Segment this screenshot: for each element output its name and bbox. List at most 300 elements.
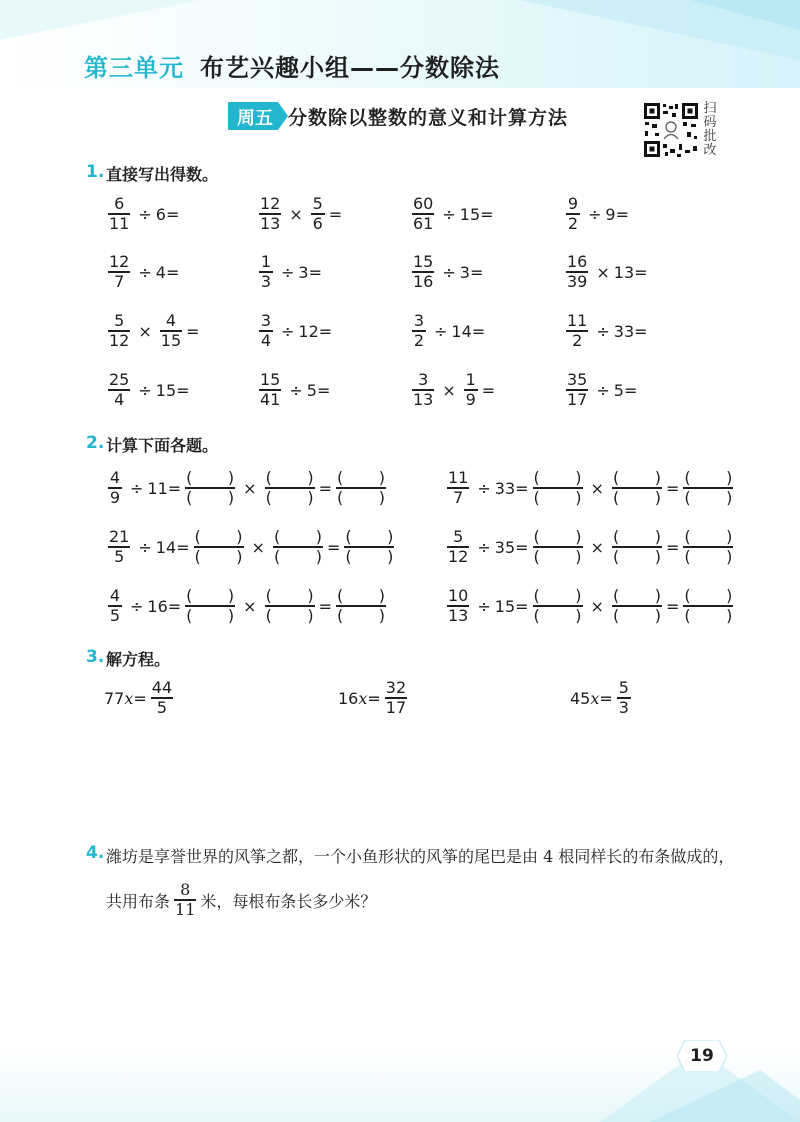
q2-fraction-numerator: 10 xyxy=(448,586,469,606)
q2-problem xyxy=(443,466,737,510)
q2-times: × xyxy=(243,596,257,616)
q2-answer-blank[interactable] xyxy=(336,469,386,506)
q2-answer-blank-open-top: ( xyxy=(533,527,540,547)
q1-fraction-a-numerator: 11 xyxy=(567,311,588,331)
q2-answer-blank-bottom xyxy=(337,489,385,507)
q1-prompt: 直接写出得数。 xyxy=(106,165,219,184)
q1-integer: 15 xyxy=(155,380,177,400)
q2-equals-2: = xyxy=(318,596,332,616)
q4-fraction-denominator: 11 xyxy=(175,899,196,919)
q2-answer-blank[interactable] xyxy=(683,587,733,624)
q1-operator: ÷ xyxy=(138,262,152,282)
q1-integer: 5 xyxy=(306,380,317,400)
q2-answer-blank-close-top: ) xyxy=(227,586,235,606)
q1-integer: 12 xyxy=(298,321,319,341)
q1-number: 1. xyxy=(86,162,105,182)
q1-fraction-a xyxy=(412,195,434,232)
q3-equals: = xyxy=(133,688,147,708)
q2-answer-blank-close-top: ) xyxy=(654,468,661,488)
q2-fraction-denominator: 5 xyxy=(109,605,121,625)
q2-answer-blank-top xyxy=(534,528,582,546)
q2-answer-blank-bottom xyxy=(684,548,732,566)
q1-fraction-b xyxy=(311,195,325,232)
q1-fraction-a xyxy=(412,312,426,349)
q2-answer-blank-open-bottom: ( xyxy=(612,487,620,507)
q2-answer-blank-open-top: ( xyxy=(612,527,620,547)
q2-answer-blank-open-top: ( xyxy=(684,468,691,488)
q1-fraction-b xyxy=(160,312,182,349)
q4-fraction-numerator: 8 xyxy=(180,880,191,900)
q1-fraction-a-denominator: 13 xyxy=(413,389,434,409)
q1-equals: = xyxy=(165,204,180,224)
q2-answer-blank-close-top: ) xyxy=(726,527,733,547)
q3-rhs-fraction-denominator: 17 xyxy=(385,697,407,717)
q2-fraction xyxy=(108,528,130,565)
q2-answer-blank[interactable] xyxy=(273,528,323,565)
q2-fraction-numerator: 5 xyxy=(453,527,464,547)
q2-answer-blank-open-bottom: ( xyxy=(684,546,691,566)
q1-fraction-a xyxy=(566,371,588,408)
q1-fraction-a-numerator: 15 xyxy=(413,252,434,272)
q2-answer-blank-top xyxy=(337,469,385,487)
qr-code-icon[interactable] xyxy=(643,102,699,158)
q2-operator: ÷ xyxy=(477,596,491,616)
q2-answer-blank-close-bottom: ) xyxy=(726,546,733,566)
q2-answer-blank[interactable] xyxy=(612,469,662,506)
q1-operator: ÷ xyxy=(281,262,295,282)
q1-operator: ÷ xyxy=(442,262,456,282)
q2-answer-blank-bottom xyxy=(195,548,243,566)
q2-answer-blank-bottom xyxy=(186,489,234,507)
q3-rhs-fraction-denominator: 3 xyxy=(618,697,629,717)
q1-fraction-a-denominator: 2 xyxy=(413,330,425,350)
q1-problem[interactable] xyxy=(408,368,495,412)
q2-equals-2: = xyxy=(665,596,680,616)
q4-line2 xyxy=(106,880,376,920)
q2-answer-blank[interactable] xyxy=(612,528,662,565)
q2-answer-blank-open-top: ( xyxy=(265,586,272,606)
q2-answer-blank-open-bottom: ( xyxy=(265,487,272,507)
q2-divisor: 35 xyxy=(494,537,516,557)
q2-answer-blank-top xyxy=(274,528,322,546)
q1-problem[interactable] xyxy=(255,192,342,236)
q1-fraction-a xyxy=(412,253,434,290)
q3-equals: = xyxy=(367,688,381,708)
q1-fraction-a-numerator: 12 xyxy=(109,252,130,272)
q1-equals: = xyxy=(481,380,496,400)
q2-answer-blank-close-top: ) xyxy=(236,527,243,547)
q2-divisor: 16 xyxy=(147,596,168,616)
q1-equals: = xyxy=(634,262,648,282)
q2-answer-blank-open-top: ( xyxy=(533,586,540,606)
q2-answer-blank[interactable] xyxy=(533,469,583,506)
q2-fraction xyxy=(108,469,122,506)
q3-variable: x xyxy=(590,688,600,708)
q1-fraction-a xyxy=(566,195,580,232)
q1-operator: ÷ xyxy=(281,321,295,341)
q1-fraction-a-numerator: 3 xyxy=(418,370,429,390)
q2-answer-blank-top xyxy=(337,587,385,605)
q2-answer-blank-open-bottom: ( xyxy=(345,546,352,566)
q1-equals: = xyxy=(165,262,180,282)
q1-fraction-a xyxy=(108,195,130,232)
q3-variable: x xyxy=(358,688,368,708)
q1-fraction-a xyxy=(108,371,130,408)
q3-prompt: 解方程。 xyxy=(106,650,171,669)
q2-answer-blank-bottom xyxy=(613,548,661,566)
q1-fraction-a-numerator: 12 xyxy=(260,194,281,214)
q1-problem[interactable] xyxy=(562,368,637,412)
q2-answer-blank-open-bottom: ( xyxy=(186,605,193,625)
unit-title: 布艺兴趣小组——分数除法 xyxy=(200,54,500,82)
q2-answer-blank-top xyxy=(684,587,732,605)
q2-answer-blank-open-bottom: ( xyxy=(336,487,344,507)
q2-answer-blank-open-top: ( xyxy=(186,468,193,488)
q1-operator: ÷ xyxy=(588,204,602,224)
q2-answer-blank-close-bottom: ) xyxy=(726,605,733,625)
q2-answer-blank-bottom xyxy=(337,607,385,625)
q1-equals: = xyxy=(623,380,638,400)
q2-times: × xyxy=(590,478,604,498)
q2-answer-blank-open-top: ( xyxy=(684,586,691,606)
q2-fraction xyxy=(108,587,122,624)
q2-answer-blank-close-top: ) xyxy=(654,586,661,606)
q2-answer-blank-close-bottom: ) xyxy=(575,546,582,566)
q1-operator: ÷ xyxy=(434,321,448,341)
q2-answer-blank[interactable] xyxy=(185,587,235,624)
q2-answer-blank-open-bottom: ( xyxy=(684,487,691,507)
q1-integer: 15 xyxy=(459,204,481,224)
q2-problem xyxy=(443,525,737,569)
q2-answer-blank-close-bottom: ) xyxy=(726,487,733,507)
q1-fraction-a-denominator: 41 xyxy=(260,389,281,409)
q1-equals: = xyxy=(634,321,648,341)
q2-answer-blank-close-bottom: ) xyxy=(378,487,385,507)
q2-equals: = xyxy=(176,537,190,557)
q2-fraction-denominator: 12 xyxy=(448,546,469,566)
q1-integer: 3 xyxy=(298,262,309,282)
q2-answer-blank-close-bottom: ) xyxy=(236,546,243,566)
q2-answer-blank[interactable] xyxy=(533,528,583,565)
q2-answer-blank-close-bottom: ) xyxy=(378,605,385,625)
q2-answer-blank-open-top: ( xyxy=(336,586,344,606)
q2-fraction-numerator: 4 xyxy=(109,586,121,606)
q2-answer-blank[interactable] xyxy=(683,469,733,506)
q2-answer-blank-bottom xyxy=(186,607,234,625)
q1-fraction-a-numerator: 9 xyxy=(567,194,579,214)
q1-fraction-a xyxy=(108,312,130,349)
q1-operator: × xyxy=(138,321,152,341)
q2-answer-blank-open-bottom: ( xyxy=(684,605,691,625)
q2-times: × xyxy=(590,537,604,557)
q1-fraction-b-denominator: 6 xyxy=(312,213,323,233)
q1-problem[interactable] xyxy=(562,309,648,353)
q1-fraction-a xyxy=(259,195,281,232)
q2-answer-blank-open-top: ( xyxy=(265,468,272,488)
q1-problem[interactable] xyxy=(104,192,179,236)
q2-answer-blank[interactable] xyxy=(194,528,244,565)
q3-rhs-fraction xyxy=(617,679,631,716)
q2-answer-blank-open-top: ( xyxy=(336,468,344,488)
q2-answer-blank-close-top: ) xyxy=(575,527,582,547)
q2-answer-blank[interactable] xyxy=(265,587,315,624)
q2-answer-blank-close-top: ) xyxy=(387,527,394,547)
q1-fraction-a-denominator: 11 xyxy=(109,213,130,233)
q2-answer-blank-close-top: ) xyxy=(378,586,385,606)
unit-label: 第三单元 xyxy=(84,54,184,82)
q2-answer-blank-open-bottom: ( xyxy=(612,605,620,625)
q1-fraction-a xyxy=(259,312,273,349)
q1-fraction-a-denominator: 13 xyxy=(260,213,281,233)
q2-answer-blank-bottom xyxy=(266,489,314,507)
q3-equation xyxy=(104,676,177,720)
q2-answer-blank-open-top: ( xyxy=(186,586,193,606)
q3-rhs-fraction xyxy=(385,679,407,716)
q2-answer-blank-close-top: ) xyxy=(575,586,582,606)
q1-fraction-a-denominator: 4 xyxy=(260,330,272,350)
q1-integer: 3 xyxy=(459,262,470,282)
q2-problem xyxy=(443,584,737,628)
q1-integer: 33 xyxy=(613,321,635,341)
q1-fraction-b-denominator: 9 xyxy=(465,389,476,409)
q1-fraction-b-numerator: 1 xyxy=(465,370,476,390)
q3-rhs-fraction-numerator: 32 xyxy=(385,678,407,698)
q2-equals: = xyxy=(515,478,529,498)
q2-answer-blank[interactable] xyxy=(533,587,583,624)
q1-fraction-a-numerator: 25 xyxy=(109,370,130,390)
q1-equals: = xyxy=(318,321,333,341)
q1-fraction-a-numerator: 6 xyxy=(114,194,125,214)
q2-answer-blank-close-bottom: ) xyxy=(575,605,582,625)
q2-fraction xyxy=(447,469,469,506)
q3-variable: x xyxy=(124,688,134,708)
q2-answer-blank-top xyxy=(345,528,393,546)
q2-answer-blank[interactable] xyxy=(683,528,733,565)
q1-fraction-a-denominator: 3 xyxy=(260,271,272,291)
q2-answer-blank-open-bottom: ( xyxy=(533,487,540,507)
q2-answer-blank-close-bottom: ) xyxy=(654,546,661,566)
q1-problem[interactable] xyxy=(408,309,485,353)
q2-answer-blank-bottom xyxy=(266,607,314,625)
q4-text-before: 共用布条 xyxy=(106,891,171,911)
q2-answer-blank-top xyxy=(684,469,732,487)
q2-answer-blank-open-top: ( xyxy=(612,586,620,606)
q3-coefficient: 45 xyxy=(570,688,591,708)
q2-operator: ÷ xyxy=(477,537,491,557)
q1-fraction-a-denominator: 4 xyxy=(114,389,125,409)
q2-answer-blank-top xyxy=(195,528,243,546)
q1-fraction-a-numerator: 3 xyxy=(260,311,272,331)
q2-answer-blank-bottom xyxy=(613,607,661,625)
q2-answer-blank[interactable] xyxy=(185,469,235,506)
q2-equals: = xyxy=(515,537,529,557)
q1-integer: 6 xyxy=(155,204,166,224)
q2-answer-blank-open-top: ( xyxy=(194,527,201,547)
page-number xyxy=(677,1040,727,1072)
q2-answer-blank[interactable] xyxy=(344,528,394,565)
q3-rhs-fraction-numerator: 5 xyxy=(618,678,629,698)
q1-equals: = xyxy=(471,321,486,341)
q2-operator: ÷ xyxy=(130,596,144,616)
q2-answer-blank-bottom xyxy=(684,607,732,625)
q1-fraction-a xyxy=(412,371,434,408)
q1-equals: = xyxy=(308,262,322,282)
q2-answer-blank-bottom xyxy=(613,489,661,507)
q1-operator: ÷ xyxy=(442,204,456,224)
q2-answer-blank-top xyxy=(266,469,314,487)
q1-fraction-b-denominator: 15 xyxy=(160,330,182,350)
q2-answer-blank-top xyxy=(186,469,234,487)
q3-rhs-fraction xyxy=(151,679,173,716)
day-badge xyxy=(228,102,294,130)
q2-fraction xyxy=(447,528,469,565)
q3-number: 3. xyxy=(86,647,105,667)
q4-fraction xyxy=(174,881,196,918)
q2-answer-blank-close-bottom: ) xyxy=(387,546,394,566)
q1-problem[interactable] xyxy=(104,250,179,294)
q2-answer-blank[interactable] xyxy=(265,469,315,506)
q2-answer-blank-open-top: ( xyxy=(684,527,691,547)
q1-operator: ÷ xyxy=(289,380,303,400)
q1-problem[interactable] xyxy=(408,250,483,294)
q1-fraction-b-numerator: 4 xyxy=(165,311,177,331)
q2-number: 2. xyxy=(86,433,105,453)
q2-answer-blank-open-bottom: ( xyxy=(612,546,620,566)
unit-heading xyxy=(84,48,500,83)
q1-fraction-a-denominator: 2 xyxy=(567,213,579,233)
q2-times: × xyxy=(243,478,257,498)
q1-problem[interactable] xyxy=(255,309,332,353)
q1-fraction-a-denominator: 12 xyxy=(109,330,130,350)
q2-operator: ÷ xyxy=(477,478,491,498)
q1-problem[interactable] xyxy=(562,250,648,294)
q1-problem[interactable] xyxy=(104,368,190,412)
q4-text-after: 米，每根布条长多少米？ xyxy=(200,891,377,911)
q2-answer-blank-close-top: ) xyxy=(726,468,733,488)
q2-fraction-numerator: 4 xyxy=(109,468,121,488)
q2-answer-blank-close-bottom: ) xyxy=(307,605,314,625)
day-label: 周五 xyxy=(237,108,273,129)
q2-operator: ÷ xyxy=(130,478,144,498)
q1-integer: 13 xyxy=(613,262,635,282)
q2-answer-blank-bottom xyxy=(345,548,393,566)
q2-problem xyxy=(104,584,390,628)
q2-equals: = xyxy=(167,596,182,616)
q2-operator: ÷ xyxy=(138,537,152,557)
q1-integer: 14 xyxy=(451,321,472,341)
q2-answer-blank-close-top: ) xyxy=(654,527,661,547)
q2-answer-blank-open-top: ( xyxy=(345,527,352,547)
q2-answer-blank[interactable] xyxy=(336,587,386,624)
q1-equals: = xyxy=(328,204,343,224)
q1-fraction-a xyxy=(566,312,588,349)
q2-answer-blank-close-bottom: ) xyxy=(315,546,322,566)
q2-fraction xyxy=(447,587,469,624)
q1-fraction-a xyxy=(259,371,281,408)
q1-fraction-a-denominator: 16 xyxy=(413,271,434,291)
q1-fraction-b xyxy=(464,371,478,408)
q3-equation xyxy=(338,676,411,720)
q2-answer-blank-close-bottom: ) xyxy=(654,605,661,625)
q2-answer-blank-close-top: ) xyxy=(315,527,322,547)
q2-prompt: 计算下面各题。 xyxy=(106,436,219,455)
q1-fraction-a-numerator: 16 xyxy=(567,252,588,272)
q1-fraction-a-denominator: 17 xyxy=(567,389,588,409)
q2-answer-blank[interactable] xyxy=(612,587,662,624)
q1-problem[interactable] xyxy=(562,192,629,236)
q1-operator: × xyxy=(442,380,456,400)
q2-problem xyxy=(104,466,390,510)
q2-answer-blank-top xyxy=(534,469,582,487)
q2-answer-blank-close-bottom: ) xyxy=(227,605,235,625)
q1-equals: = xyxy=(615,204,629,224)
q1-equals: = xyxy=(480,204,494,224)
q2-answer-blank-open-top: ( xyxy=(612,468,620,488)
q2-answer-blank-top xyxy=(266,587,314,605)
q2-answer-blank-open-bottom: ( xyxy=(265,605,272,625)
q1-fraction-a-denominator: 2 xyxy=(572,330,583,350)
q2-answer-blank-close-top: ) xyxy=(378,468,385,488)
q3-rhs-fraction-numerator: 44 xyxy=(151,678,173,698)
q1-integer: 9 xyxy=(605,204,616,224)
q1-fraction-a-denominator: 7 xyxy=(114,271,125,291)
q2-answer-blank-bottom xyxy=(534,548,582,566)
q1-fraction-a xyxy=(108,253,130,290)
q1-fraction-a-numerator: 1 xyxy=(260,252,272,272)
q2-fraction-numerator: 11 xyxy=(448,468,469,488)
q2-answer-blank-open-bottom: ( xyxy=(533,546,540,566)
q1-operator: ÷ xyxy=(596,321,610,341)
q2-answer-blank-top xyxy=(684,528,732,546)
q2-times: × xyxy=(590,596,604,616)
q1-fraction-b-numerator: 5 xyxy=(312,194,323,214)
q1-problem[interactable] xyxy=(255,368,330,412)
q2-divisor: 33 xyxy=(494,478,516,498)
q3-equation xyxy=(570,676,635,720)
q1-equals: = xyxy=(316,380,331,400)
q1-operator: ÷ xyxy=(138,204,152,224)
q2-answer-blank-close-top: ) xyxy=(227,468,235,488)
q2-divisor: 14 xyxy=(155,537,177,557)
q2-answer-blank-top xyxy=(186,587,234,605)
q2-answer-blank-open-top: ( xyxy=(273,527,281,547)
q2-times: × xyxy=(251,537,265,557)
q1-fraction-a xyxy=(259,253,273,290)
q2-answer-blank-close-bottom: ) xyxy=(654,487,661,507)
q1-problem[interactable] xyxy=(255,250,322,294)
q2-fraction-numerator: 21 xyxy=(109,527,130,547)
q1-fraction-a-numerator: 15 xyxy=(260,370,281,390)
q2-divisor: 11 xyxy=(147,478,168,498)
q1-integer: 4 xyxy=(155,262,166,282)
q2-answer-blank-bottom xyxy=(274,548,322,566)
q2-equals-2: = xyxy=(665,478,680,498)
q2-answer-blank-close-top: ) xyxy=(575,468,582,488)
q3-equals: = xyxy=(599,688,613,708)
q2-fraction-denominator: 5 xyxy=(114,546,125,566)
q1-problem[interactable] xyxy=(408,192,494,236)
q1-problem[interactable] xyxy=(104,309,200,353)
q2-answer-blank-top xyxy=(613,469,661,487)
q2-answer-blank-top xyxy=(534,587,582,605)
q1-equals: = xyxy=(186,321,200,341)
q3-rhs-fraction-denominator: 5 xyxy=(156,697,168,717)
page-number-text: 19 xyxy=(690,1046,714,1066)
q2-answer-blank-close-top: ) xyxy=(726,586,733,606)
q1-equals: = xyxy=(469,262,484,282)
q2-fraction-denominator: 13 xyxy=(448,605,469,625)
q2-equals: = xyxy=(515,596,529,616)
